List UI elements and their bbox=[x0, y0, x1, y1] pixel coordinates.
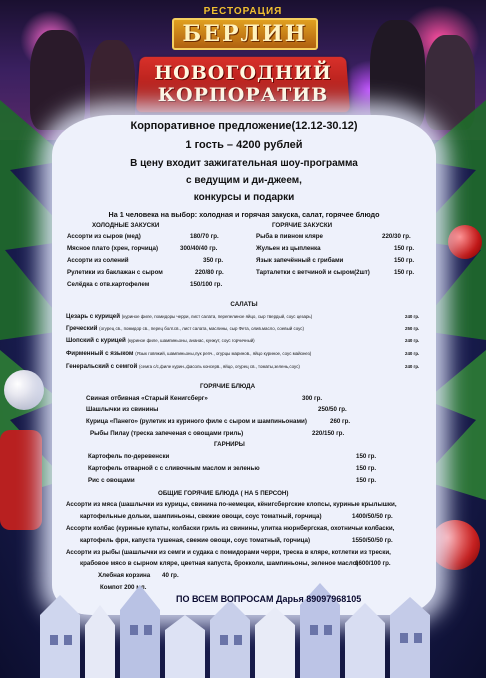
shared-weight: 1400/50/50 гр. bbox=[352, 513, 393, 520]
salad-ingredients: (Язык говяжий, шампиньоны,лук репч., огурцы маринов., яйцо куриное, соус майонез) bbox=[135, 351, 312, 356]
main-item: Курица «Панего» (рулетик из куриного филе с сыром и шампиньонами) bbox=[86, 418, 307, 425]
salad-item bbox=[66, 363, 300, 370]
offer-show-line-1: В цену входит зажигательная шоу-программа bbox=[130, 158, 358, 169]
ornament-ball-white bbox=[4, 370, 44, 410]
hot-item-weight: 150 гр. bbox=[394, 245, 415, 252]
cold-item: Ассорти из солений bbox=[67, 257, 129, 264]
salad-weight: 240 гр. bbox=[405, 338, 420, 343]
banner-line-1: НОВОГОДНИЙ bbox=[154, 62, 332, 84]
bread-basket: Хлебная корзина bbox=[98, 572, 151, 579]
side-item-weight: 150 гр. bbox=[356, 465, 377, 472]
hot-item: Жульен из цыпленка bbox=[256, 245, 321, 252]
shared-line: Ассорти из мяса (шашлычки из курицы, свинина по-немецки, кёнигсбергские клопсы, куриные крылышки, bbox=[66, 501, 397, 508]
bread-basket-weight: 40 гр. bbox=[162, 572, 179, 579]
cold-item-weight: 300/40/40 гр. bbox=[180, 245, 218, 252]
hot-header: ГОРЯЧИЕ ЗАКУСКИ bbox=[272, 222, 333, 229]
salad-item bbox=[66, 325, 304, 332]
town-skyline bbox=[0, 575, 486, 678]
cold-item-weight: 150/100 гр. bbox=[190, 281, 223, 288]
salad-ingredients: (огурец св., помидор св., перец болг.св., лист салата, маслины, сыр Фета, олив.масло, соевый соус) bbox=[99, 326, 304, 331]
main-item: Шашлычки из свинины bbox=[86, 406, 159, 413]
side-item-weight: 150 гр. bbox=[356, 477, 377, 484]
offer-price: 1 гость – 4200 рублей bbox=[185, 139, 303, 151]
ornament-ball-red-large bbox=[430, 520, 480, 570]
christmas-stocking-icon bbox=[0, 430, 42, 530]
mains-header: ГОРЯЧИЕ БЛЮДА bbox=[200, 383, 256, 390]
salad-item bbox=[66, 350, 311, 357]
shared-line: картофельные дольки, шампиньоны, свежие овощи, соус томатный, горчица) bbox=[80, 513, 322, 520]
salad-name: Цезарь с курицей bbox=[66, 313, 121, 320]
banner-line-2: КОРПОРАТИВ bbox=[157, 84, 329, 106]
shared-line: Ассорти колбас (куриные купаты, колбаски гриль из свинины, улитка нюрнбергская, охотничьи колбаски, bbox=[66, 525, 395, 532]
salad-ingredients: (куриное филе, помидоры черри, лист салата, перепелиное яйцо, сыр твердый, соус цезарь) bbox=[121, 314, 313, 319]
salad-weight: 240 гр. bbox=[405, 314, 420, 319]
shared-weight: 1600/100 гр. bbox=[355, 560, 391, 567]
salads-header: САЛАТЫ bbox=[230, 301, 258, 308]
salad-ingredients: (семга с/с,филе курин.,фасоль консерв., яйцо, огурец св., томаты,зелень,соус) bbox=[138, 364, 300, 369]
salad-weight: 250 гр. bbox=[405, 326, 420, 331]
cold-item: Селёдка с отв.картофелем bbox=[67, 281, 150, 288]
salad-ingredients: (куриное филе, шампиньоны, ананас, кунжут, соус горчичный) bbox=[127, 338, 255, 343]
side-item: Картофель отварной с с сливочным маслом и зеленью bbox=[88, 465, 260, 472]
hot-item-weight: 220/30 гр. bbox=[382, 233, 411, 240]
offer-show-line-2: с ведущим и ди-джеем, bbox=[186, 175, 302, 186]
salad-item bbox=[66, 313, 312, 320]
cold-item: Мясное плато (хрен, горчица) bbox=[67, 245, 159, 252]
contact-info: ПО ВСЕМ ВОПРОСАМ Дарья 89097968105 bbox=[176, 594, 362, 604]
cold-item-weight: 220/80 гр. bbox=[195, 269, 224, 276]
main-item: Рыбы Пилау (треска запеченая с овощами гриль) bbox=[90, 430, 244, 437]
salad-name: Генеральский с семгой bbox=[66, 363, 138, 370]
cold-item-weight: 180/70 гр. bbox=[190, 233, 219, 240]
cold-item-weight: 350 гр. bbox=[203, 257, 224, 264]
offer-choose: На 1 человека на выбор: холодная и горячая закуска, салат, горячее блюдо bbox=[108, 210, 380, 219]
brand-caption: РЕСТОРАЦИЯ bbox=[203, 6, 283, 17]
offer-title: Корпоративное предложение(12.12-30.12) bbox=[130, 120, 358, 132]
salad-name: Греческий bbox=[66, 325, 98, 332]
cold-item: Ассорти из сыров (мед) bbox=[67, 233, 141, 240]
side-item-weight: 150 гр. bbox=[356, 453, 377, 460]
offer-show-line-3: конкурсы и подарки bbox=[193, 192, 295, 203]
main-item-weight: 300 гр. bbox=[302, 395, 323, 402]
ornament-ball-red bbox=[448, 225, 482, 259]
side-item: Картофель по-деревенски bbox=[88, 453, 170, 460]
main-item-weight: 260 гр. bbox=[330, 418, 351, 425]
sides-header: ГАРНИРЫ bbox=[214, 441, 245, 448]
side-item: Рис с овощами bbox=[88, 477, 135, 484]
shared-line: Ассорти из рыбы (шашлычки из семги и судака с помидорами черри, треска в кляре, котлетки из трески, bbox=[66, 549, 391, 556]
compote: Компот 200 мл. bbox=[100, 584, 147, 591]
shared-line: картофель фри, капуста тушеная, свежие овощи, соус томатный, горчица) bbox=[80, 537, 311, 544]
shared-line: крабовое мясо в сырном кляре, цветная капуста, брокколи, шампиньоны, зеленое масло) bbox=[80, 560, 359, 567]
hot-item-weight: 150 гр. bbox=[394, 269, 415, 276]
hot-item: Язык запечённый с грибами bbox=[256, 257, 344, 264]
brand-logo: БЕРЛИН bbox=[172, 18, 318, 50]
main-item: Свиная отбивная «Старый Кенигсберг» bbox=[86, 395, 208, 402]
shared-header: ОБЩИЕ ГОРЯЧИЕ БЛЮДА ( НА 5 ПЕРСОН) bbox=[158, 490, 289, 497]
hot-item-weight: 150 гр. bbox=[394, 257, 415, 264]
main-item-weight: 250/50 гр. bbox=[318, 406, 347, 413]
main-item-weight: 220/150 гр. bbox=[312, 430, 345, 437]
hot-item: Рыба в пивном кляре bbox=[256, 233, 323, 240]
salad-name: Фирменный с языком bbox=[66, 350, 134, 357]
cold-header: ХОЛОДНЫЕ ЗАКУСКИ bbox=[92, 222, 160, 229]
shared-weight: 1550/50/50 гр. bbox=[352, 537, 393, 544]
salad-weight: 240 гр. bbox=[405, 364, 420, 369]
cold-item: Рулетики из баклажан с сыром bbox=[67, 269, 163, 276]
salad-weight: 240 гр. bbox=[405, 351, 420, 356]
salad-item bbox=[66, 337, 255, 344]
salad-name: Шопский с курицей bbox=[66, 337, 126, 344]
hot-item: Тарталетки с ветчиной и сыром(2шт) bbox=[256, 269, 370, 276]
